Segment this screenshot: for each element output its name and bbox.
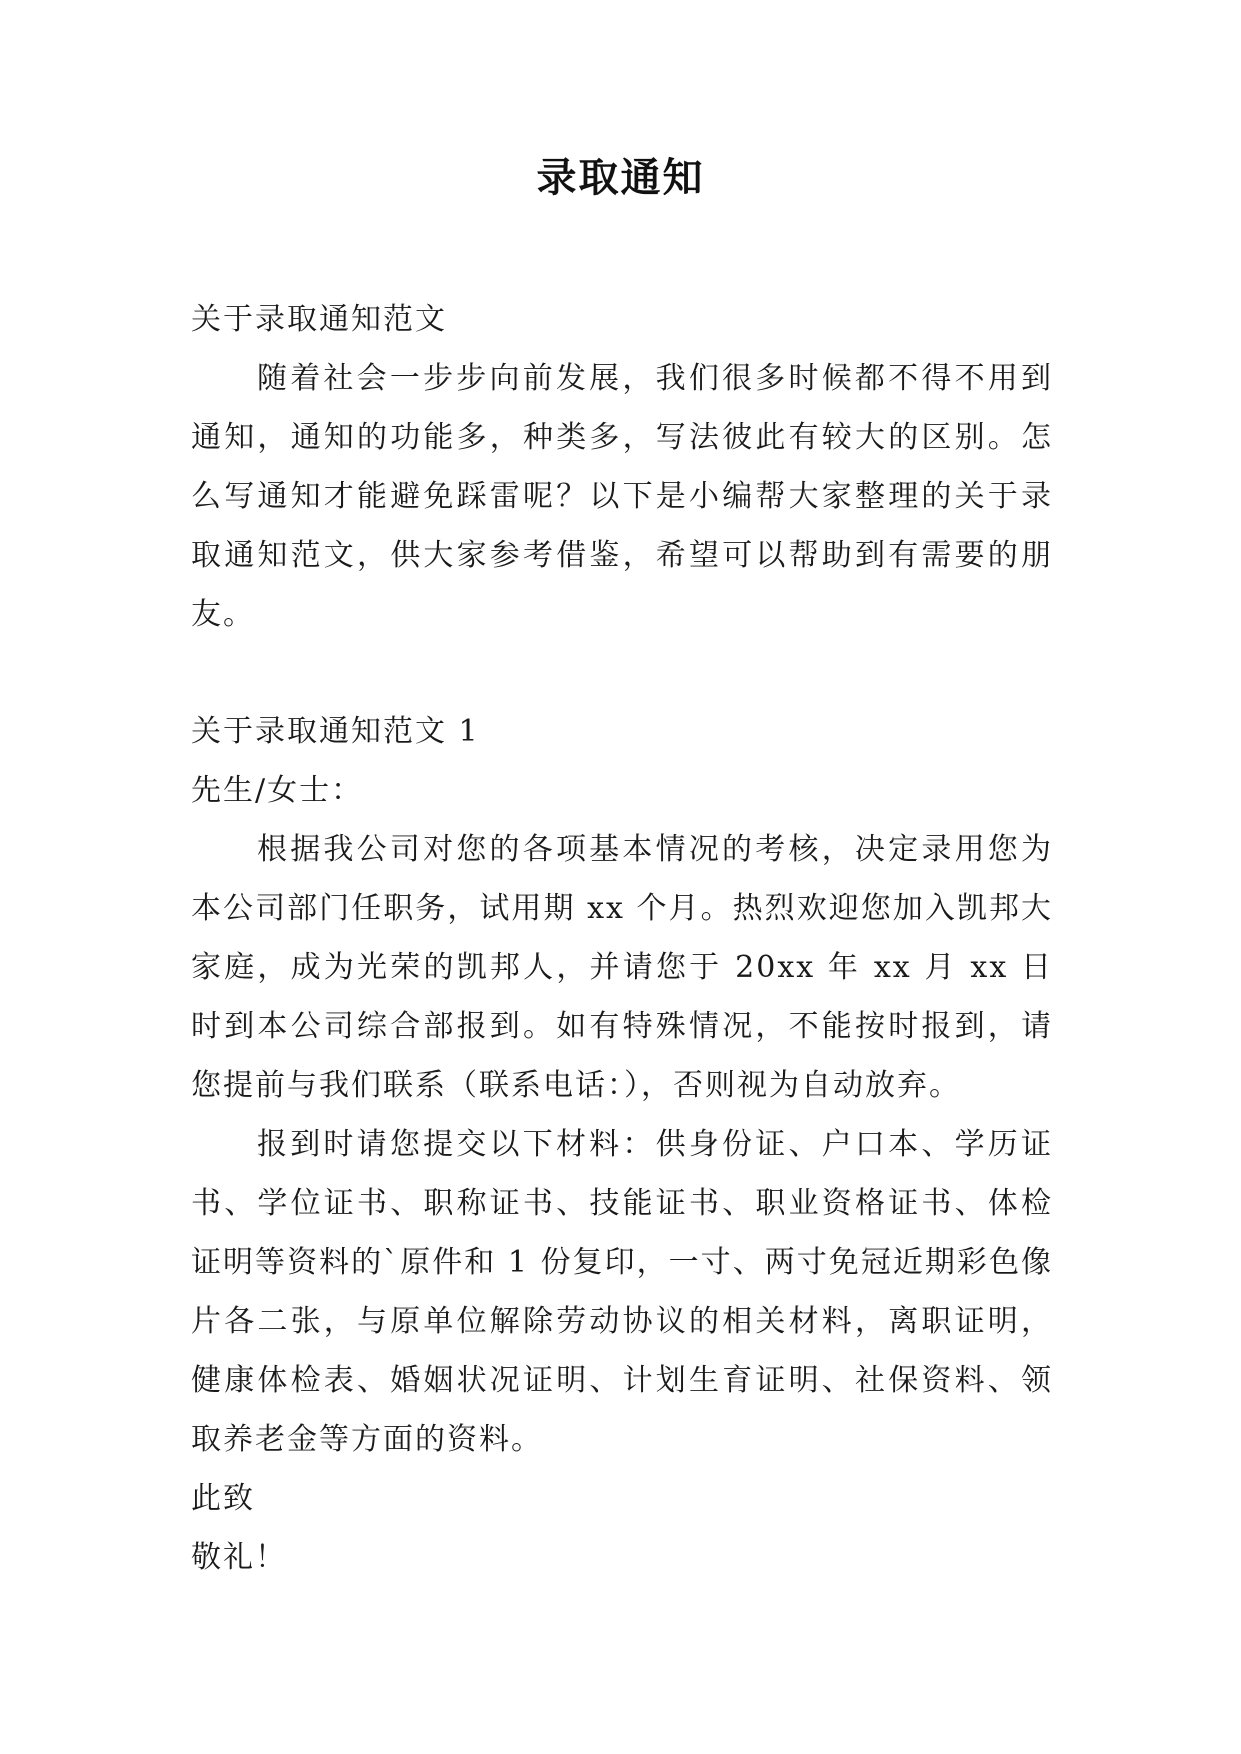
- body-paragraph-1: 根据我公司对您的各项基本情况的考核，决定录用您为本公司部门任职务，试用期 xx 个月。热烈欢迎您加入凯邦大家庭，成为光荣的凯邦人，并请您于 20xx 年 xx 月 xx 日时到本公司综合部报到。如有特殊情况，不能按时报到，请您提前与我们联系（联系电话：），否则视为自动放弃。: [191, 832, 1053, 1103]
- subtitle: 关于录取通知范文: [191, 302, 447, 337]
- closing-line-1: 此致: [191, 1481, 255, 1516]
- document-title: 录取通知: [536, 155, 705, 201]
- section-gap: [191, 644, 1053, 702]
- body-paragraph-2: 报到时请您提交以下材料：供身份证、户口本、学历证书、学位证书、职称证书、技能证书、职业资格证书、体检证明等资料的`原件和 1 份复印，一寸、两寸免冠近期彩色像片各二张，与原单位解除劳动协议的相关材料，离职证明，健康体检表、婚姻状况证明、计划生育证明、社保资料、领取养老金等方面的资料。: [191, 1127, 1053, 1457]
- salutation: 先生/女士：: [191, 773, 364, 808]
- document-content: [191, 290, 1053, 1587]
- intro-paragraph: 随着社会一步步向前发展，我们很多时候都不得不用到通知，通知的功能多，种类多，写法彼此有较大的区别。怎么写通知才能避免踩雷呢？以下是小编帮大家整理的关于录取通知范文，供大家参考借鉴，希望可以帮助到有需要的朋友。: [191, 361, 1053, 632]
- section-heading: 关于录取通知范文 1: [191, 714, 480, 749]
- closing-line-2: 敬礼！: [191, 1540, 287, 1575]
